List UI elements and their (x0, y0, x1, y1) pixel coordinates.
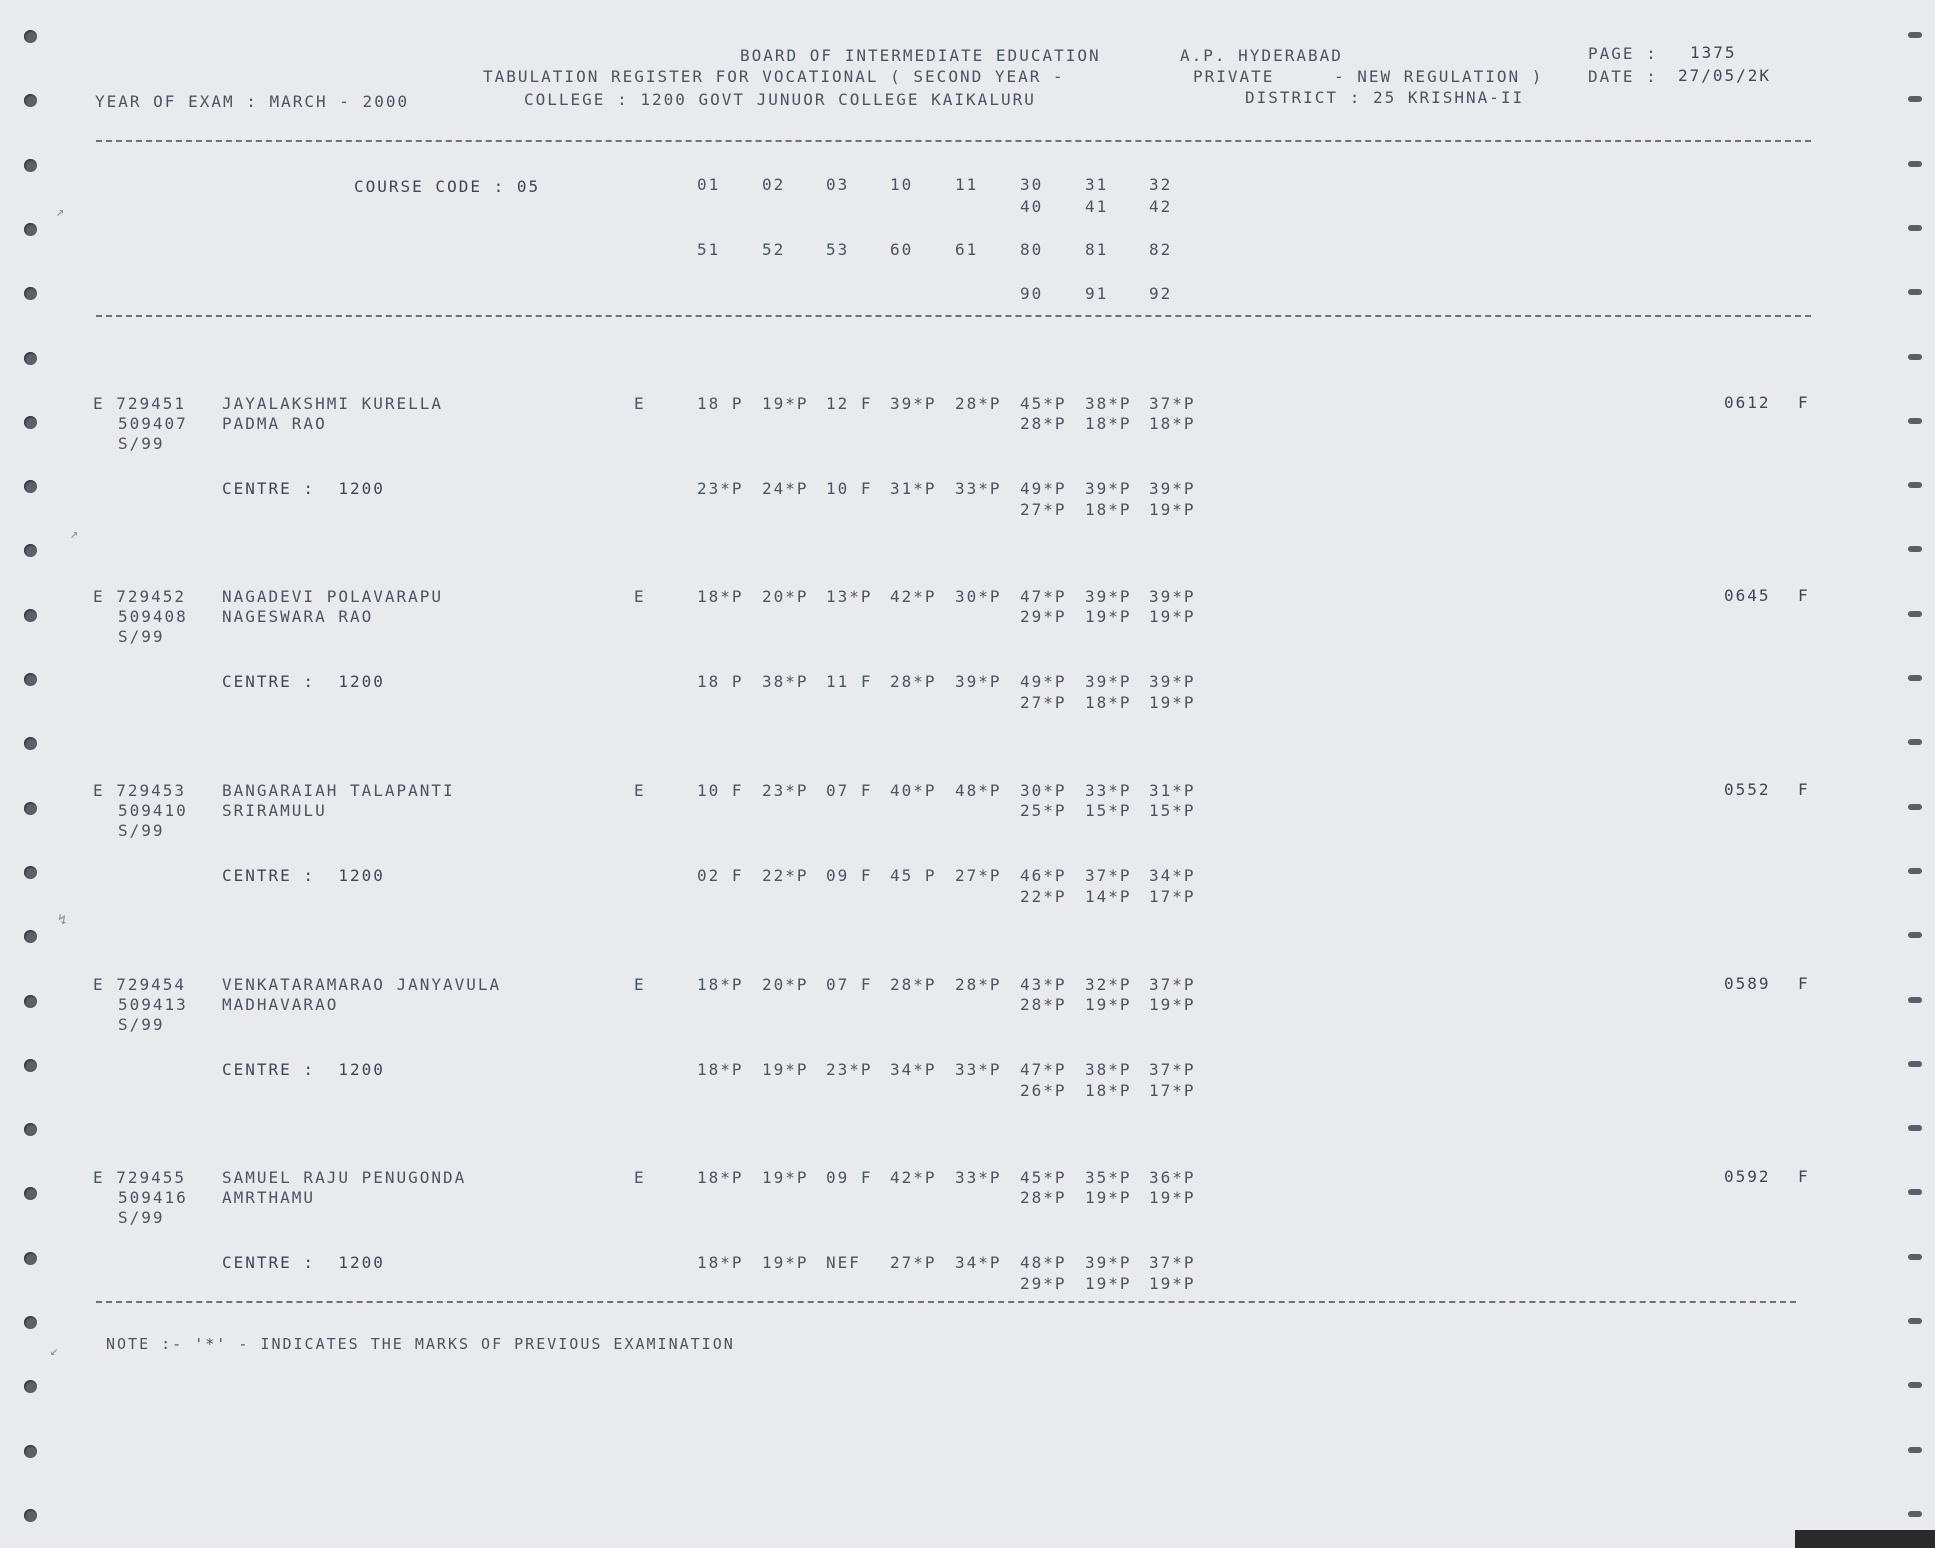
mark-cell: 28*P (890, 672, 937, 691)
feed-hole (1908, 1447, 1922, 1453)
mark-cell: 37*P (1149, 394, 1196, 413)
mark-cell: 18*P (1085, 414, 1132, 433)
subject-code: 01 (697, 175, 721, 194)
mark-cell: 19*P (1149, 693, 1196, 712)
mark-cell: 15*P (1149, 801, 1196, 820)
subject-code: 61 (955, 240, 979, 259)
mark-cell: 37*P (1149, 975, 1196, 994)
total-marks: 0552 (1724, 780, 1771, 799)
register-number: E 729454 (93, 975, 187, 994)
mark-cell: 36*P (1149, 1168, 1196, 1187)
mark-cell: 40*P (890, 781, 937, 800)
feed-hole (1908, 932, 1922, 938)
mark-cell: 11 F (826, 672, 873, 691)
student-name: BANGARAIAH TALAPANTI (222, 781, 455, 800)
batch: S/99 (118, 1015, 165, 1034)
mark-cell: 22*P (1020, 887, 1067, 906)
feed-hole (24, 1123, 37, 1136)
parent-name: MADHAVARAO (222, 995, 339, 1014)
feed-hole (24, 416, 37, 429)
subject-code: 91 (1085, 284, 1109, 303)
result: F (1798, 780, 1810, 799)
mark-cell: NEF (826, 1253, 861, 1272)
student-code: 509408 (118, 607, 188, 626)
mark-cell: 19*P (1149, 1274, 1196, 1293)
batch: S/99 (118, 821, 165, 840)
course-rule (96, 315, 1811, 317)
mark-cell: 28*P (955, 394, 1002, 413)
student-code: 509413 (118, 995, 188, 1014)
mark-cell: 18*P (1149, 414, 1196, 433)
parent-name: PADMA RAO (222, 414, 327, 433)
mark-cell: 07 F (826, 975, 873, 994)
mark-cell: 39*P (955, 672, 1002, 691)
mark-cell: 43*P (1020, 975, 1067, 994)
subject-code: 52 (762, 240, 786, 259)
mark-cell: 39*P (1149, 672, 1196, 691)
feed-hole (24, 352, 37, 365)
feed-hole (24, 223, 37, 236)
mark-cell: 27*P (955, 866, 1002, 885)
total-marks: 0645 (1724, 586, 1771, 605)
subject-code: 32 (1149, 175, 1173, 194)
register-number: E 729452 (93, 587, 187, 606)
mark-cell: 18*P (697, 1168, 744, 1187)
year-of-exam: YEAR OF EXAM : MARCH - 2000 (95, 92, 410, 111)
mark-cell: 19*P (1085, 995, 1132, 1014)
mark-cell: 47*P (1020, 587, 1067, 606)
feed-hole (24, 1187, 37, 1200)
subject-code: 03 (826, 175, 850, 194)
mark-cell: 17*P (1149, 887, 1196, 906)
feed-hole (24, 1380, 37, 1393)
feed-hole (24, 609, 37, 622)
total-marks: 0612 (1724, 393, 1771, 412)
mark-cell: 18 P (697, 394, 744, 413)
feed-hole (1908, 225, 1922, 231)
mark-cell: 34*P (890, 1060, 937, 1079)
feed-hole (24, 94, 37, 107)
mark-cell: 33*P (955, 1060, 1002, 1079)
student-name: JAYALAKSHMI KURELLA (222, 394, 444, 413)
subject-code: 30 (1020, 175, 1044, 194)
college-line: COLLEGE : 1200 GOVT JUNUOR COLLEGE KAIKALURU (524, 90, 1036, 109)
mark-cell: 48*P (955, 781, 1002, 800)
mark-cell: 31*P (1149, 781, 1196, 800)
mark-cell: 46*P (1020, 866, 1067, 885)
mark-cell: 33*P (1085, 781, 1132, 800)
mark-cell: 39*P (1149, 587, 1196, 606)
mark-cell: 33*P (955, 1168, 1002, 1187)
feed-hole (1908, 1318, 1922, 1324)
mark-cell: 29*P (1020, 1274, 1067, 1293)
mark-cell: 31*P (890, 479, 937, 498)
mark-cell: 25*P (1020, 801, 1067, 820)
mark-cell: 29*P (1020, 607, 1067, 626)
subject-code: 92 (1149, 284, 1173, 303)
mark-cell: 39*P (1085, 672, 1132, 691)
subject-code: 82 (1149, 240, 1173, 259)
feed-hole (24, 159, 37, 172)
student-name: SAMUEL RAJU PENUGONDA (222, 1168, 467, 1187)
total-marks: 0589 (1724, 974, 1771, 993)
board-title: BOARD OF INTERMEDIATE EDUCATION (740, 46, 1101, 65)
mark-cell: 45*P (1020, 394, 1067, 413)
subject-code: 51 (697, 240, 721, 259)
subject-code: 42 (1149, 197, 1173, 216)
medium: E (634, 587, 646, 606)
mark-cell: 07 F (826, 781, 873, 800)
footer-rule (96, 1301, 1796, 1303)
feed-hole (1908, 1061, 1922, 1067)
mark-cell: 39*P (1085, 479, 1132, 498)
feed-hole (24, 930, 37, 943)
mark-cell: 32*P (1085, 975, 1132, 994)
feed-hole (24, 1316, 37, 1329)
medium: E (634, 781, 646, 800)
mark-cell: 19*P (1085, 607, 1132, 626)
register-number: E 729455 (93, 1168, 187, 1187)
feed-hole (1908, 1189, 1922, 1195)
centre: CENTRE : 1200 (222, 1253, 385, 1272)
mark-cell: 19*P (1085, 1188, 1132, 1207)
course-code: COURSE CODE : 05 (354, 177, 541, 196)
parent-name: NAGESWARA RAO (222, 607, 374, 626)
mark-cell: 14*P (1085, 887, 1132, 906)
subject-code: 81 (1085, 240, 1109, 259)
feed-hole (24, 737, 37, 750)
mark-cell: 39*P (1085, 1253, 1132, 1272)
feed-hole (1908, 739, 1922, 745)
centre: CENTRE : 1200 (222, 672, 385, 691)
page-corner (1795, 1530, 1935, 1548)
mark-cell: 42*P (890, 587, 937, 606)
mark-cell: 22*P (762, 866, 809, 885)
mark-cell: 38*P (762, 672, 809, 691)
subject-code: 31 (1085, 175, 1109, 194)
mark-cell: 26*P (1020, 1081, 1067, 1100)
margin-mark: ↗ (70, 526, 79, 542)
feed-hole (1908, 675, 1922, 681)
feed-hole (24, 480, 37, 493)
mark-cell: 27*P (1020, 693, 1067, 712)
mark-cell: 49*P (1020, 672, 1067, 691)
medium: E (634, 394, 646, 413)
feed-hole (24, 30, 37, 43)
mark-cell: 02 F (697, 866, 744, 885)
mark-cell: 39*P (1149, 479, 1196, 498)
mark-cell: 30*P (955, 587, 1002, 606)
feed-hole (24, 544, 37, 557)
centre: CENTRE : 1200 (222, 866, 385, 885)
mark-cell: 24*P (762, 479, 809, 498)
student-name: NAGADEVI POLAVARAPU (222, 587, 444, 606)
mark-cell: 18*P (1085, 500, 1132, 519)
register-title: TABULATION REGISTER FOR VOCATIONAL ( SECOND YEAR - (483, 67, 1065, 86)
district-line: DISTRICT : 25 KRISHNA-II (1245, 88, 1525, 107)
mark-cell: 28*P (890, 975, 937, 994)
mark-cell: 19*P (762, 394, 809, 413)
mark-cell: 18*P (697, 587, 744, 606)
batch: S/99 (118, 434, 165, 453)
student-code: 509416 (118, 1188, 188, 1207)
student-code: 509407 (118, 414, 188, 433)
mark-cell: 30*P (1020, 781, 1067, 800)
mark-cell: 39*P (890, 394, 937, 413)
feed-hole (24, 1059, 37, 1072)
mark-cell: 37*P (1149, 1060, 1196, 1079)
student-name: VENKATARAMARAO JANYAVULA (222, 975, 502, 994)
mark-cell: 18*P (697, 1060, 744, 1079)
feed-hole (1908, 96, 1922, 102)
mark-cell: 39*P (1085, 587, 1132, 606)
feed-hole (1908, 418, 1922, 424)
mark-cell: 38*P (1085, 1060, 1132, 1079)
mark-cell: 20*P (762, 587, 809, 606)
margin-mark: ↙ (50, 1343, 59, 1359)
mark-cell: 49*P (1020, 479, 1067, 498)
subject-code: 40 (1020, 197, 1044, 216)
feed-hole (1908, 1125, 1922, 1131)
mark-cell: 27*P (1020, 500, 1067, 519)
mark-cell: 17*P (1149, 1081, 1196, 1100)
feed-hole (1908, 1511, 1922, 1517)
mark-cell: 37*P (1149, 1253, 1196, 1272)
feed-hole (1908, 161, 1922, 167)
medium: E (634, 1168, 646, 1187)
mark-cell: 34*P (1149, 866, 1196, 885)
mark-cell: 10 F (826, 479, 873, 498)
mark-cell: 09 F (826, 866, 873, 885)
mark-cell: 19*P (762, 1060, 809, 1079)
page-number: 1375 (1690, 43, 1737, 62)
subject-code: 02 (762, 175, 786, 194)
subject-code: 11 (955, 175, 979, 194)
subject-code: 90 (1020, 284, 1044, 303)
header-rule (96, 140, 1811, 142)
feed-hole (1908, 868, 1922, 874)
centre: CENTRE : 1200 (222, 1060, 385, 1079)
feed-hole (1908, 546, 1922, 552)
subject-code: 80 (1020, 240, 1044, 259)
mark-cell: 09 F (826, 1168, 873, 1187)
mark-cell: 19*P (1149, 607, 1196, 626)
subject-code: 41 (1085, 197, 1109, 216)
register-number: E 729453 (93, 781, 187, 800)
register-number: E 729451 (93, 394, 187, 413)
mark-cell: 19*P (1149, 500, 1196, 519)
feed-hole (24, 1252, 37, 1265)
mark-cell: 28*P (1020, 414, 1067, 433)
mark-cell: 23*P (697, 479, 744, 498)
student-code: 509410 (118, 801, 188, 820)
feed-hole (24, 995, 37, 1008)
mark-cell: 23*P (762, 781, 809, 800)
mark-cell: 18*P (697, 1253, 744, 1272)
batch: S/99 (118, 627, 165, 646)
feed-hole (1908, 1254, 1922, 1260)
total-marks: 0592 (1724, 1167, 1771, 1186)
mark-cell: 18*P (1085, 1081, 1132, 1100)
mark-cell: 33*P (955, 479, 1002, 498)
margin-mark: ↯ (58, 912, 67, 928)
mark-cell: 19*P (762, 1168, 809, 1187)
result: F (1798, 1167, 1810, 1186)
parent-name: AMRTHAMU (222, 1188, 316, 1207)
feed-hole (24, 802, 37, 815)
feed-hole (24, 1445, 37, 1458)
feed-hole (1908, 289, 1922, 295)
result: F (1798, 393, 1810, 412)
mark-cell: 28*P (1020, 1188, 1067, 1207)
exam-category: PRIVATE (1193, 67, 1275, 86)
mark-cell: 18*P (1085, 693, 1132, 712)
mark-cell: 34*P (955, 1253, 1002, 1272)
mark-cell: 18*P (697, 975, 744, 994)
print-date: 27/05/2K (1678, 66, 1772, 85)
feed-hole (1908, 32, 1922, 38)
feed-hole (24, 866, 37, 879)
mark-cell: 47*P (1020, 1060, 1067, 1079)
feed-hole (1908, 354, 1922, 360)
mark-cell: 13*P (826, 587, 873, 606)
footnote: NOTE :- '*' - INDICATES THE MARKS OF PREVIOUS EXAMINATION (106, 1335, 735, 1353)
regulation: - NEW REGULATION ) (1334, 67, 1544, 86)
mark-cell: 19*P (1085, 1274, 1132, 1293)
mark-cell: 27*P (890, 1253, 937, 1272)
batch: S/99 (118, 1208, 165, 1227)
mark-cell: 19*P (1149, 1188, 1196, 1207)
medium: E (634, 975, 646, 994)
subject-code: 60 (890, 240, 914, 259)
result: F (1798, 586, 1810, 605)
feed-hole (1908, 804, 1922, 810)
mark-cell: 48*P (1020, 1253, 1067, 1272)
feed-hole (1908, 482, 1922, 488)
mark-cell: 35*P (1085, 1168, 1132, 1187)
centre: CENTRE : 1200 (222, 479, 385, 498)
feed-hole (1908, 1382, 1922, 1388)
mark-cell: 10 F (697, 781, 744, 800)
mark-cell: 19*P (1149, 995, 1196, 1014)
feed-hole (1908, 997, 1922, 1003)
mark-cell: 42*P (890, 1168, 937, 1187)
mark-cell: 12 F (826, 394, 873, 413)
board-place: A.P. HYDERABAD (1180, 46, 1343, 65)
mark-cell: 28*P (955, 975, 1002, 994)
mark-cell: 45*P (1020, 1168, 1067, 1187)
subject-code: 53 (826, 240, 850, 259)
mark-cell: 20*P (762, 975, 809, 994)
feed-hole (24, 673, 37, 686)
feed-hole (24, 1509, 37, 1522)
mark-cell: 23*P (826, 1060, 873, 1079)
result: F (1798, 974, 1810, 993)
parent-name: SRIRAMULU (222, 801, 327, 820)
mark-cell: 28*P (1020, 995, 1067, 1014)
mark-cell: 18 P (697, 672, 744, 691)
page-label: PAGE : (1588, 44, 1658, 63)
mark-cell: 37*P (1085, 866, 1132, 885)
margin-mark: ↗ (56, 204, 65, 220)
date-label: DATE : (1588, 67, 1658, 86)
mark-cell: 45 P (890, 866, 937, 885)
subject-code: 10 (890, 175, 914, 194)
feed-hole (24, 287, 37, 300)
mark-cell: 38*P (1085, 394, 1132, 413)
mark-cell: 19*P (762, 1253, 809, 1272)
mark-cell: 15*P (1085, 801, 1132, 820)
feed-hole (1908, 611, 1922, 617)
